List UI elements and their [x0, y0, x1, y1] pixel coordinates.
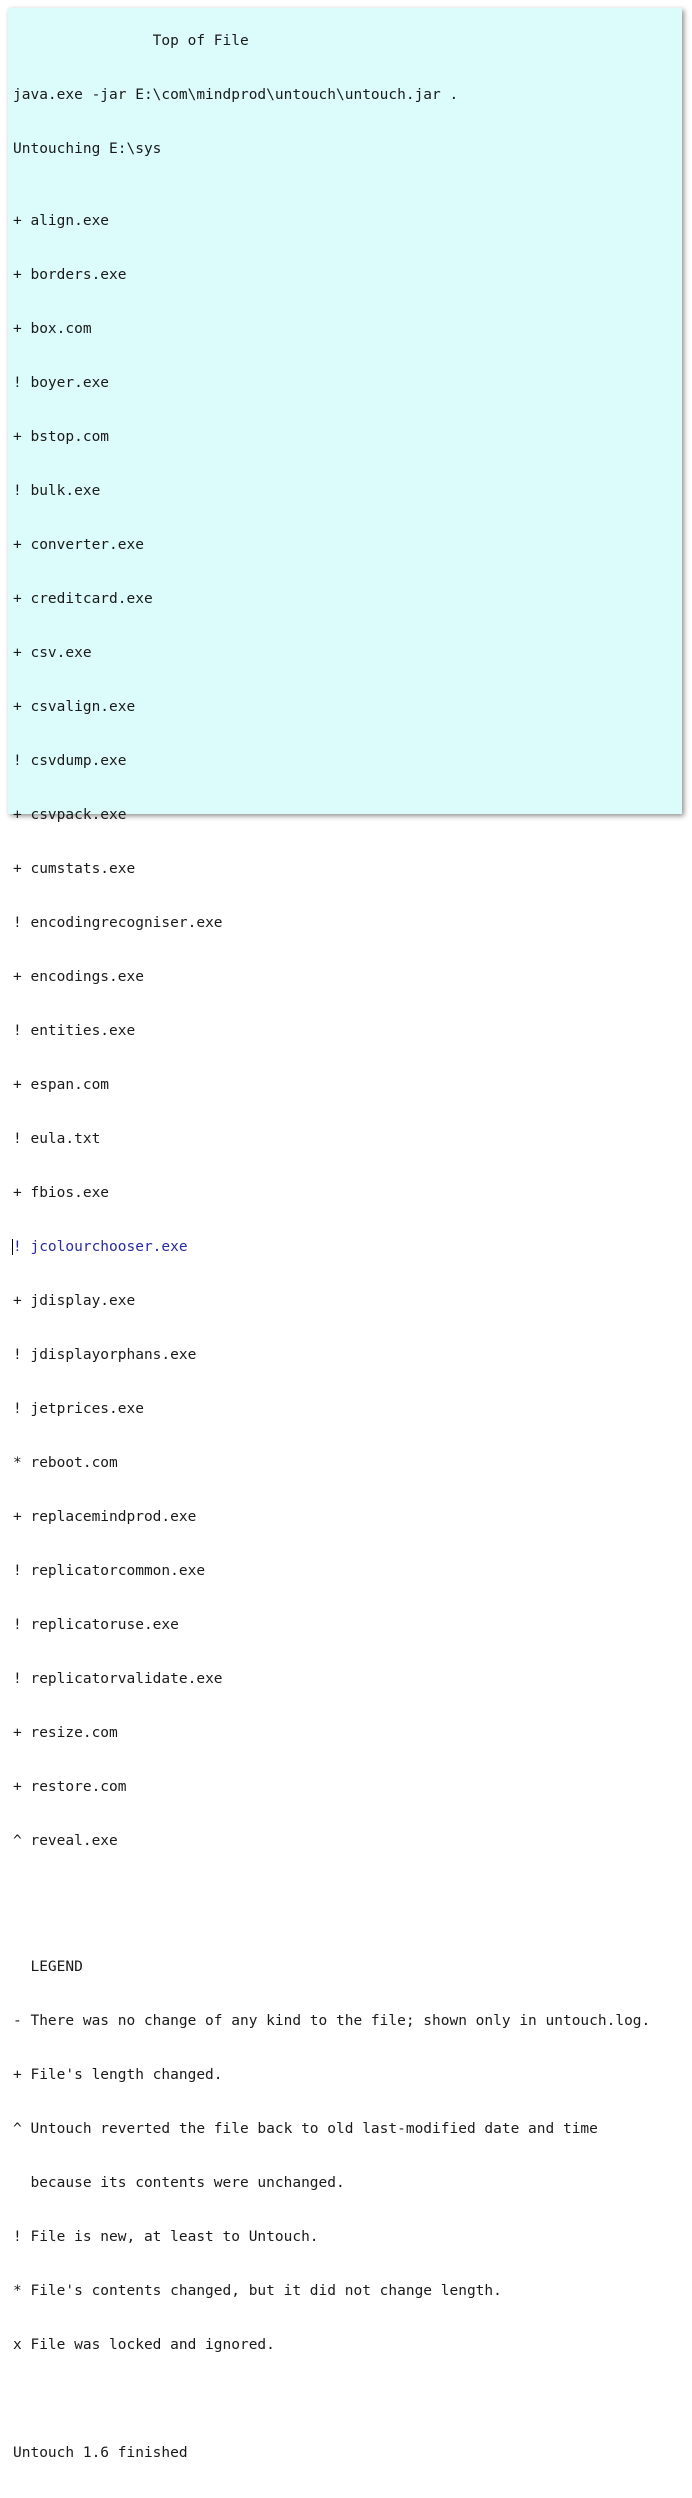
file-name: cumstats.exe	[30, 861, 136, 877]
file-line	[13, 1724, 650, 1742]
file-line	[13, 1292, 650, 1310]
file-mark: !	[13, 483, 22, 499]
file-name: jdisplay.exe	[30, 1293, 136, 1309]
file-name: jdisplayorphans.exe	[30, 1347, 197, 1363]
legend-line: ! File is new, at least to Untouch.	[13, 2229, 319, 2245]
file-line	[13, 1832, 650, 1850]
file-name: restore.com	[30, 1779, 127, 1795]
file-mark: *	[13, 1455, 22, 1471]
file-name: csvpack.exe	[30, 807, 127, 823]
file-mark: +	[13, 591, 22, 607]
file-mark: +	[13, 1725, 22, 1741]
file-line	[13, 914, 650, 932]
file-name: replicatoruse.exe	[30, 1617, 179, 1633]
file-mark: !	[13, 1401, 22, 1417]
file-line	[13, 644, 650, 662]
file-line	[13, 1346, 650, 1364]
file-line	[13, 860, 650, 878]
file-line	[13, 1022, 650, 1040]
legend-line: because its contents were unchanged.	[13, 2175, 345, 2191]
file-line	[13, 698, 650, 716]
file-name: bstop.com	[30, 429, 110, 445]
file-line	[13, 1508, 650, 1526]
file-line	[13, 536, 650, 554]
file-name: fbios.exe	[30, 1185, 110, 1201]
file-mark: !	[13, 1563, 22, 1579]
file-name: eula.txt	[30, 1131, 101, 1147]
blank-line	[13, 2390, 650, 2408]
file-name: borders.exe	[30, 267, 127, 283]
file-name: encodingrecogniser.exe	[30, 915, 223, 931]
file-name: reveal.exe	[30, 1833, 118, 1849]
file-line	[13, 1184, 650, 1202]
file-line	[13, 1400, 650, 1418]
file-name: espan.com	[30, 1077, 110, 1093]
file-name: creditcard.exe	[30, 591, 153, 607]
file-name: align.exe	[30, 213, 110, 229]
file-line	[13, 590, 650, 608]
file-mark: +	[13, 645, 22, 661]
file-mark: ^	[13, 1833, 22, 1849]
file-mark: +	[13, 1185, 22, 1201]
file-name: resize.com	[30, 1725, 118, 1741]
file-name: jcolourchooser.exe	[30, 1239, 188, 1255]
file-mark: +	[13, 969, 22, 985]
finished-line: Untouch 1.6 finished	[13, 2445, 188, 2461]
file-line	[13, 752, 650, 770]
file-mark: !	[13, 1023, 22, 1039]
file-line	[13, 1454, 650, 1472]
file-name: replacemindprod.exe	[30, 1509, 197, 1525]
file-line	[13, 1562, 650, 1580]
legend-line: - There was no change of any kind to the file; shown only in untouch.log.	[13, 2013, 651, 2029]
file-mark: +	[13, 267, 22, 283]
file-name: entities.exe	[30, 1023, 136, 1039]
legend-line: + File's length changed.	[13, 2067, 223, 2083]
file-mark: +	[13, 537, 22, 553]
file-mark: !	[13, 375, 22, 391]
file-name: replicatorvalidate.exe	[30, 1671, 223, 1687]
file-name: jetprices.exe	[30, 1401, 144, 1417]
file-name: reboot.com	[30, 1455, 118, 1471]
file-mark: +	[13, 213, 22, 229]
file-line	[13, 968, 650, 986]
file-mark: +	[13, 1077, 22, 1093]
file-line	[13, 1670, 650, 1688]
file-line	[13, 1076, 650, 1094]
file-line	[13, 1130, 650, 1148]
file-name: boyer.exe	[30, 375, 110, 391]
file-line-selected	[13, 1238, 650, 1256]
file-line	[13, 374, 650, 392]
file-mark: !	[13, 1347, 22, 1363]
legend-line: x File was locked and ignored.	[13, 2337, 275, 2353]
file-name: box.com	[30, 321, 92, 337]
top-of-file-line: Top of File	[13, 33, 249, 49]
text-cursor: !	[13, 1239, 22, 1255]
legend-title: LEGEND	[13, 1959, 83, 1975]
file-mark: +	[13, 1779, 22, 1795]
file-name: csv.exe	[30, 645, 92, 661]
file-name: bulk.exe	[30, 483, 101, 499]
file-line	[13, 1616, 650, 1634]
console-output[interactable]	[13, 0, 650, 2498]
file-mark: !	[13, 1671, 22, 1687]
file-line	[13, 266, 650, 284]
file-line	[13, 806, 650, 824]
file-name: csvdump.exe	[30, 753, 127, 769]
legend-line: ^ Untouch reverted the file back to old last-modified date and time	[13, 2121, 598, 2137]
file-mark: !	[13, 1617, 22, 1633]
file-mark: !	[13, 1131, 22, 1147]
file-name: csvalign.exe	[30, 699, 136, 715]
legend-line: * File's contents changed, but it did not change length.	[13, 2283, 502, 2299]
file-mark: +	[13, 861, 22, 877]
file-name: converter.exe	[30, 537, 144, 553]
file-line	[13, 482, 650, 500]
file-line	[13, 320, 650, 338]
file-name: encodings.exe	[30, 969, 144, 985]
file-mark: +	[13, 1509, 22, 1525]
file-line	[13, 1778, 650, 1796]
file-mark: !	[13, 753, 22, 769]
file-mark: +	[13, 429, 22, 445]
command-line: java.exe -jar E:\com\mindprod\untouch\untouch.jar .	[13, 87, 459, 103]
blank-line	[13, 1904, 650, 1922]
file-mark: +	[13, 321, 22, 337]
file-line	[13, 212, 650, 230]
file-mark: +	[13, 699, 22, 715]
console-window	[8, 8, 682, 2461]
file-mark: +	[13, 1293, 22, 1309]
untouching-line: Untouching E:\sys	[13, 141, 162, 157]
file-name: replicatorcommon.exe	[30, 1563, 206, 1579]
file-mark: !	[13, 915, 22, 931]
file-line	[13, 428, 650, 446]
file-mark: +	[13, 807, 22, 823]
